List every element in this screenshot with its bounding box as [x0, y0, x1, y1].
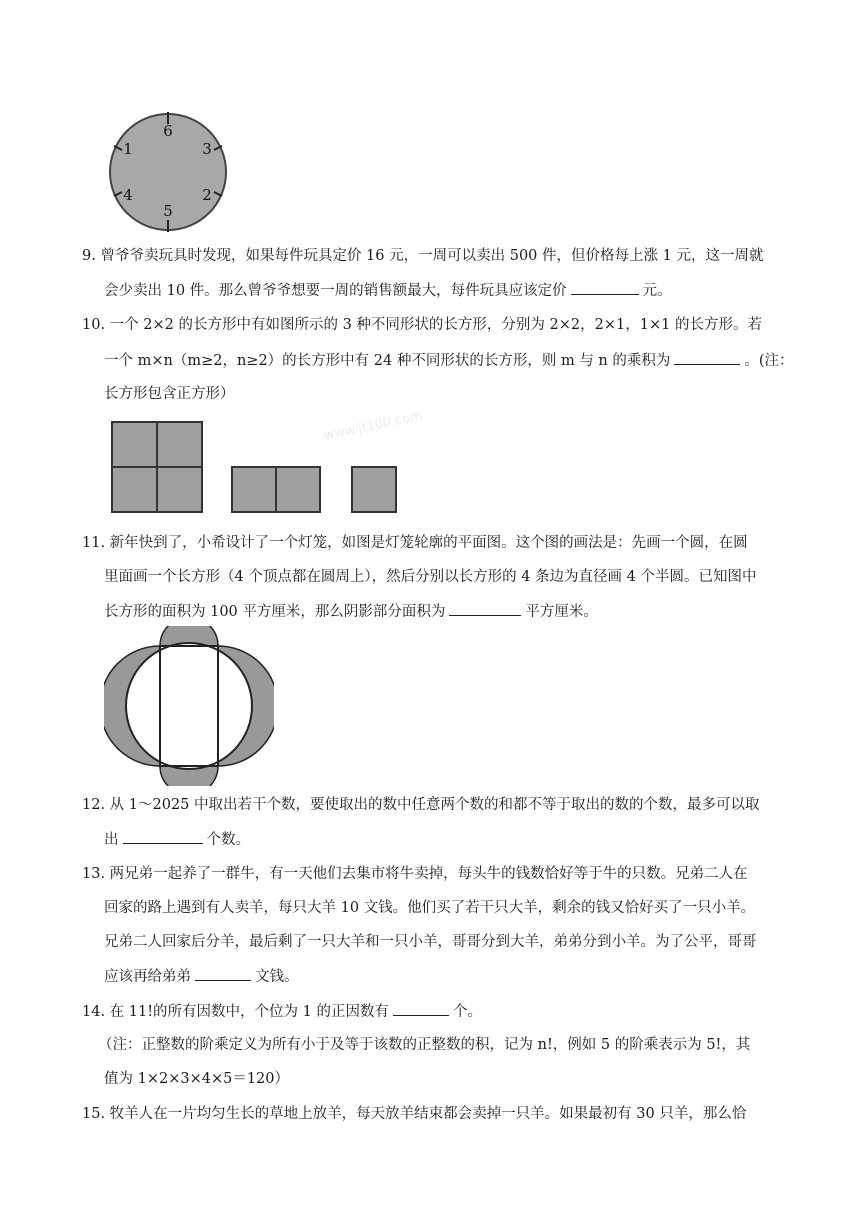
rectangles-figure	[110, 408, 424, 516]
problem-text: 一个 2×2 的长方形中有如图所示的 3 种不同形状的长方形，分别为 2×2，2×1，1×1 的长方形。若	[109, 317, 762, 333]
problem-13-line-1	[82, 864, 748, 884]
problem-13-line-3	[104, 932, 757, 952]
problem-11-line-2	[104, 567, 756, 587]
problem-10-line-2	[104, 350, 794, 371]
problem-12-line-2	[104, 829, 250, 850]
problem-12-line-1	[82, 795, 760, 815]
square-2x2	[112, 422, 202, 512]
problem-text: 兄弟二人回家后分羊，最后剩了一只大羊和一只小羊，哥哥分到大羊，弟弟分到小羊。为了公平，哥哥	[104, 934, 757, 950]
problem-13-line-4	[104, 966, 299, 987]
problem-text: 回家的路上遇到有人卖羊，每只大羊 10 文钱。他们买了若干只大羊，剩余的钱又恰好买了一只小羊。	[104, 900, 756, 916]
problem-14-line-1	[82, 1001, 482, 1022]
problem-text: 长方形包含正方形）	[104, 386, 235, 402]
problem-tail: 文钱。	[255, 969, 299, 985]
problem-text: 一个 m×n（m≥2，n≥2）的长方形中有 24 种不同形状的长方形，则 m 与 n 的乘积为	[104, 353, 671, 369]
problem-note: 值为 1×2×3×4×5＝120）	[104, 1071, 290, 1087]
watermark: www.jt100.com	[322, 408, 424, 444]
problem-text: 新年快到了，小希设计了一个灯笼，如图是灯笼轮廓的平面图。这个图的画法是：先画一个圆，在圆	[109, 535, 748, 551]
problem-text: 会少卖出 10 件。那么曾爷爷想要一周的销售额最大，每件玩具应该定价	[104, 283, 567, 299]
problem-10-line-3	[104, 384, 235, 404]
problem-text: 应该再给弟弟	[104, 969, 191, 985]
answer-blank[interactable]	[393, 1001, 449, 1016]
clock-label-top: 6	[163, 122, 173, 140]
problem-9-line-2	[104, 280, 672, 301]
lantern-figure	[104, 626, 274, 786]
problem-14-note-2	[104, 1069, 289, 1089]
problem-number: 10.	[82, 317, 106, 333]
problem-number: 15.	[82, 1106, 106, 1122]
problem-text: 长方形的面积为 100 平方厘米，那么阴影部分面积为	[104, 604, 446, 620]
problem-tail: 。(注：	[744, 353, 794, 369]
answer-blank[interactable]	[674, 350, 740, 365]
problem-number: 14.	[82, 1004, 106, 1020]
answer-blank[interactable]	[123, 829, 203, 844]
problem-text: 出	[104, 832, 119, 848]
answer-blank[interactable]	[571, 280, 639, 295]
problem-tail: 个数。	[206, 832, 250, 848]
rectangle-2x1	[232, 467, 320, 512]
problem-13-line-2	[104, 898, 755, 918]
problem-number: 9.	[82, 248, 96, 264]
problem-text: 牧羊人在一片均匀生长的草地上放羊，每天放羊结束都会卖掉一只羊。如果最初有 30 只羊，那么恰	[109, 1106, 747, 1122]
clock-label-bottom: 5	[163, 202, 173, 220]
problem-tail: 平方厘米。	[525, 604, 598, 620]
problem-10-line-1	[82, 315, 762, 335]
clock-label-lower-right: 2	[202, 186, 212, 204]
problem-text: 在 11!的所有因数中，个位为 1 的正因数有	[109, 1004, 390, 1020]
problem-text: 曾爷爷卖玩具时发现，如果每件玩具定价 16 元，一周可以卖出 500 件，但价格每上涨 1 元，这一周就	[100, 248, 764, 264]
problem-14-note-1	[98, 1035, 750, 1055]
square-1x1	[352, 467, 396, 512]
clock-label-lower-left: 4	[123, 186, 133, 204]
problem-9-line-1	[82, 246, 763, 266]
problem-tail: 元。	[642, 283, 672, 299]
problem-text: 两兄弟一起养了一群牛，有一天他们去集市将牛卖掉，每头牛的钱数恰好等于牛的只数。兄弟二人在	[109, 866, 748, 882]
clock-label-upper-right: 3	[202, 140, 212, 158]
problem-note: （注：正整数的阶乘定义为所有小于及等于该数的正整数的积，记为 n!，例如 5 的阶乘表示为 5!，其	[98, 1037, 751, 1053]
problem-15-line-1	[82, 1104, 746, 1124]
answer-blank[interactable]	[195, 966, 251, 981]
clock-figure	[106, 110, 230, 234]
problem-text: 里面画一个长方形（4 个顶点都在圆周上），然后分别以长方形的 4 条边为直径画 4 个半圆。已知图中	[104, 569, 757, 585]
problem-tail: 个。	[453, 1004, 483, 1020]
problem-number: 13.	[82, 866, 106, 882]
clock-label-upper-left: 1	[123, 140, 133, 158]
problem-number: 12.	[82, 797, 106, 813]
problem-11-line-3	[104, 601, 598, 622]
problem-number: 11.	[82, 535, 106, 551]
problem-11-line-1	[82, 533, 748, 553]
problem-text: 从 1～2025 中取出若干个数，要使取出的数中任意两个数的和都不等于取出的数的个数，最多可以取	[109, 797, 760, 813]
answer-blank[interactable]	[449, 601, 521, 616]
